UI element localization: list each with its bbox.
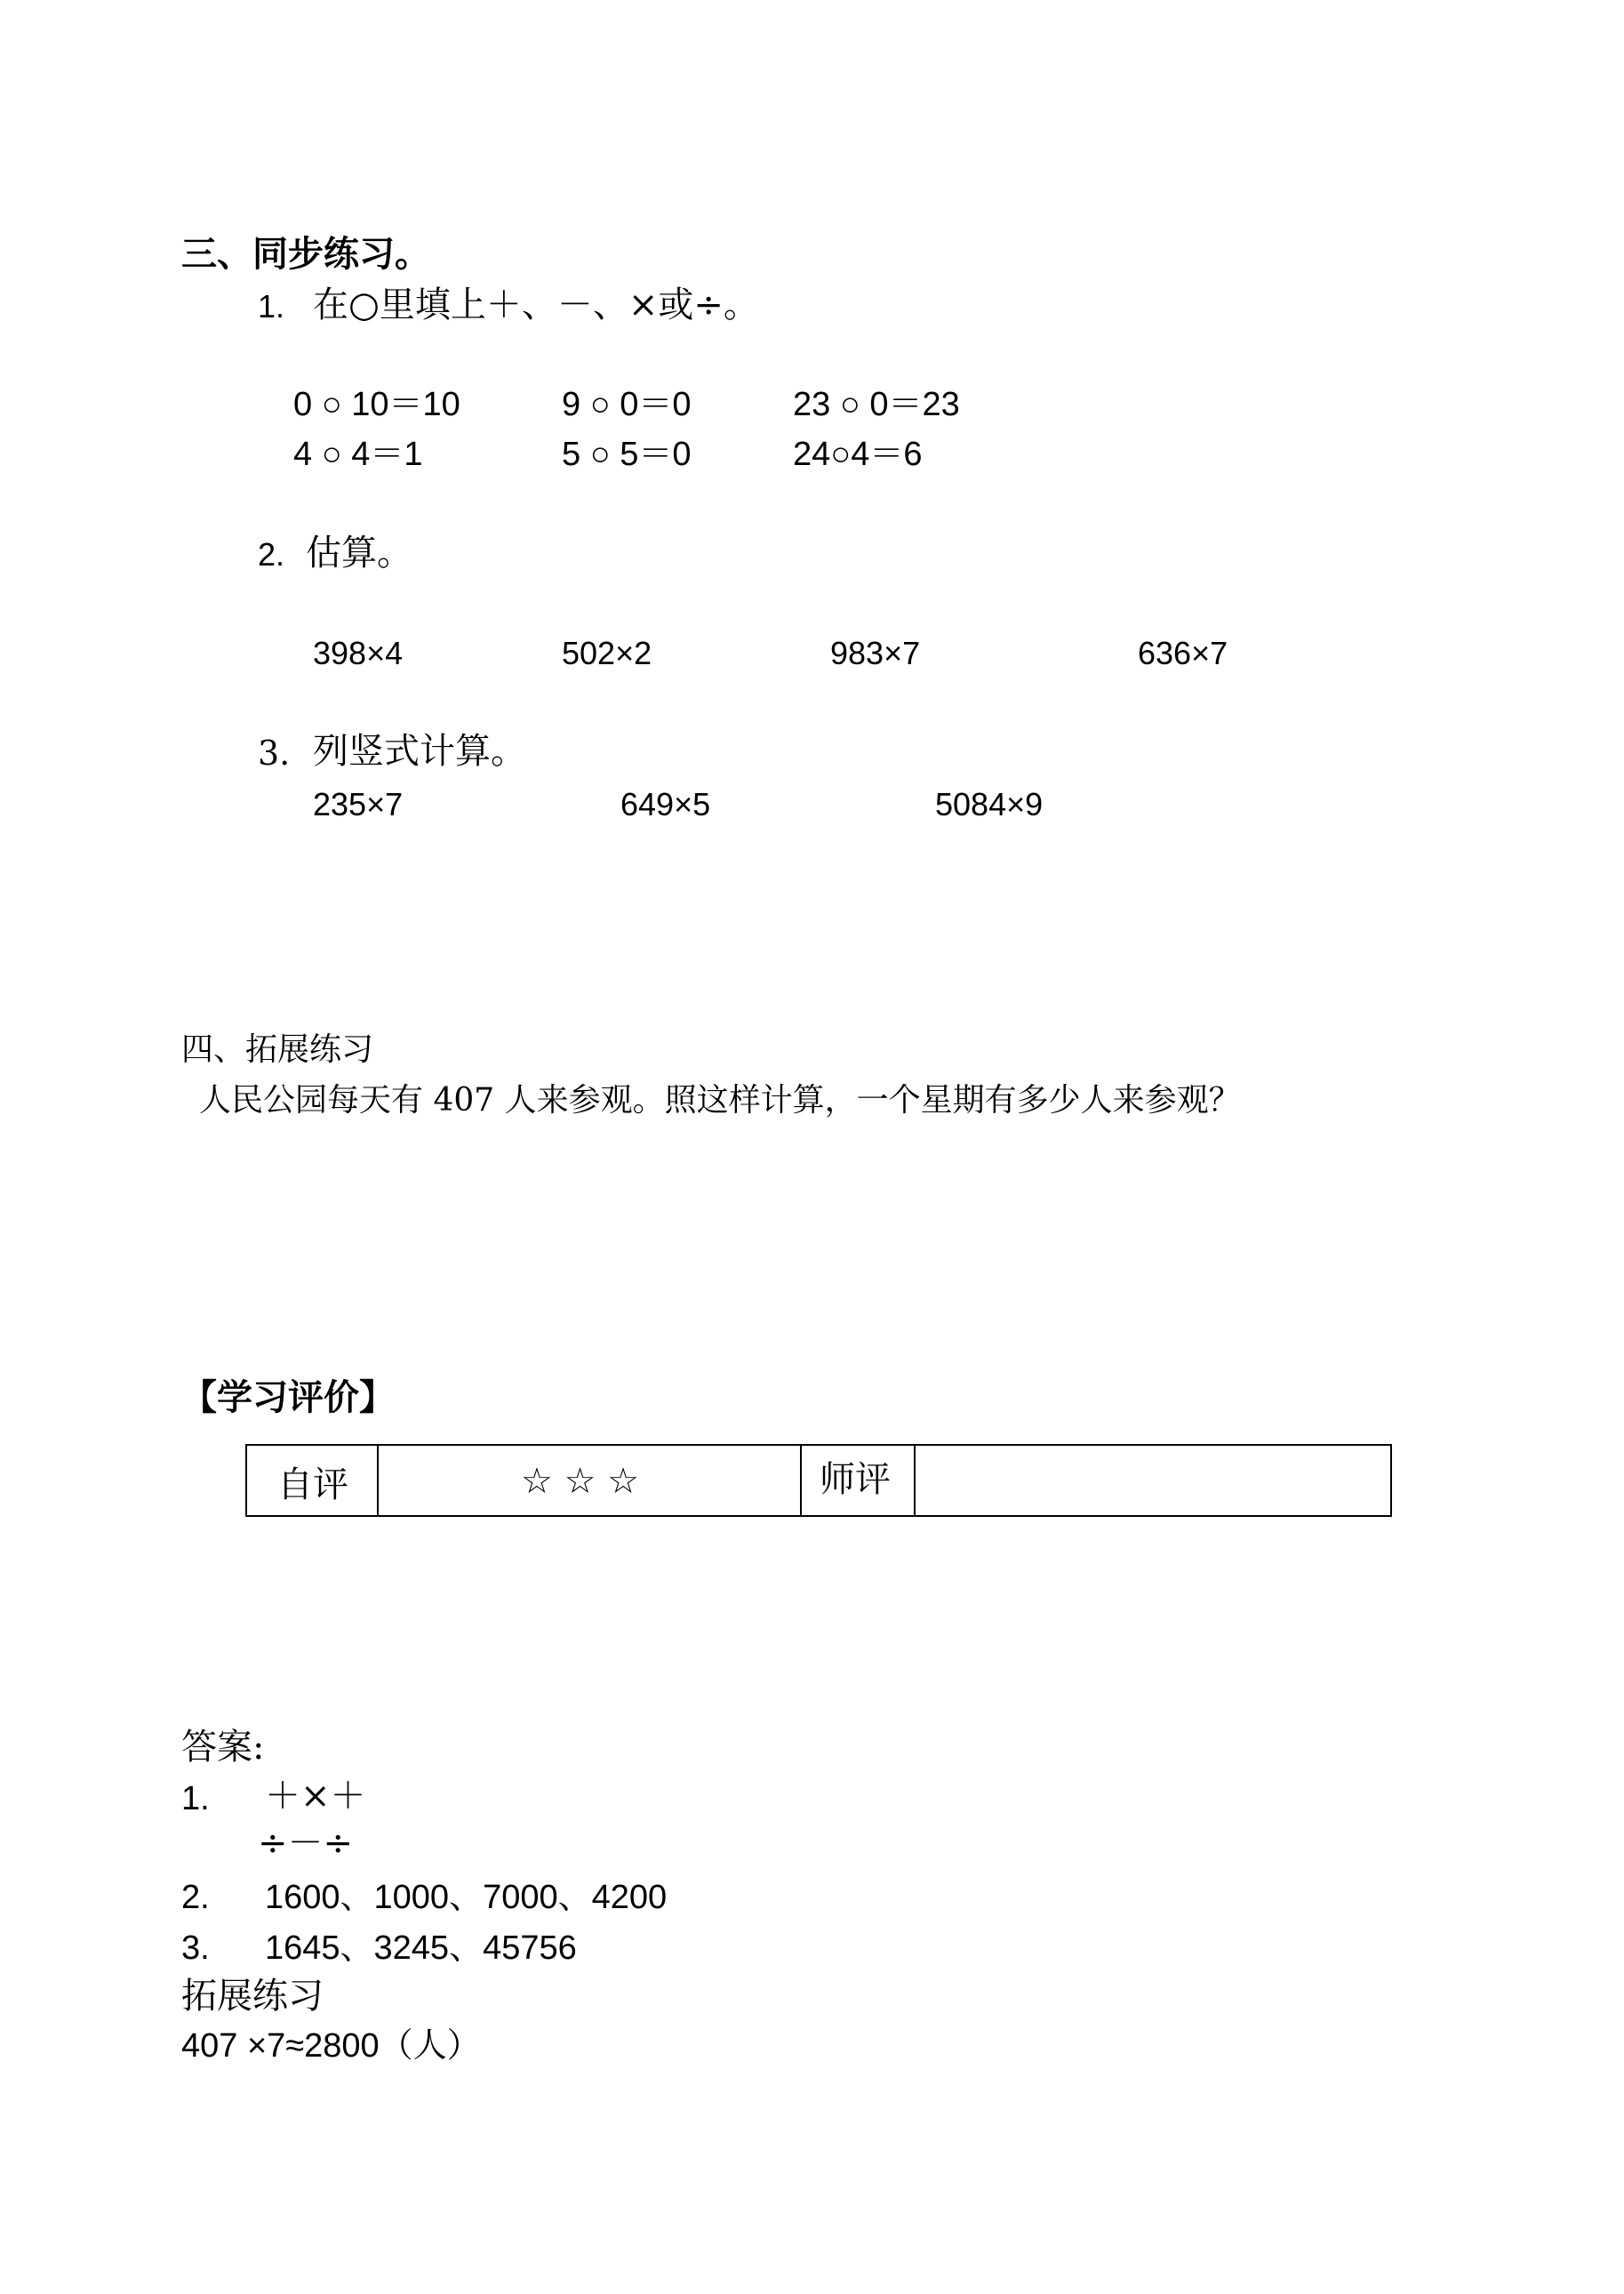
- q2-item: 502×2: [562, 635, 652, 671]
- evaluation-table: [245, 1444, 1392, 1517]
- extension-answer-value: 407 ×7≈2800（人）: [181, 2027, 481, 2065]
- answer-3-value: 1645、3245、45756: [265, 1929, 577, 1967]
- teacher-eval-label: 师评: [820, 1459, 891, 1500]
- q3-prompt: 列竖式计算。: [313, 731, 526, 772]
- self-eval-stars-cell: [379, 1446, 802, 1515]
- q2-item: 398×4: [313, 635, 404, 671]
- q1-equation: 24○4＝6: [793, 436, 923, 473]
- evaluation-title: 【学习评价】: [181, 1376, 395, 1418]
- teacher-eval-label-cell: [802, 1446, 916, 1515]
- q1-equation: 23 ○ 0＝23: [793, 386, 960, 423]
- q3-item: 649×5: [620, 786, 711, 822]
- q2-item: 983×7: [830, 635, 921, 671]
- answer-2-number: 2.: [181, 1879, 210, 1916]
- teacher-eval-value-cell: [916, 1446, 1390, 1515]
- q1-equation: 4 ○ 4＝1: [293, 436, 423, 473]
- answer-1-line-2: ÷－÷: [258, 1823, 354, 1864]
- section-3-title: 三、同步练习。: [181, 233, 430, 275]
- answers-title: 答案:: [181, 1727, 265, 1768]
- answer-1-number: 1.: [181, 1780, 210, 1817]
- section-4-title: 四、拓展练习: [181, 1031, 374, 1068]
- q2-number: 2.: [258, 536, 285, 573]
- answer-3-number: 3.: [181, 1929, 210, 1967]
- rating-stars: ☆ ☆ ☆: [521, 1461, 640, 1502]
- self-eval-label: 自评: [277, 1464, 348, 1505]
- q1-equation: 5 ○ 5＝0: [562, 436, 692, 473]
- q3-item: 5084×9: [935, 786, 1044, 822]
- q2-prompt: 估算。: [306, 533, 412, 574]
- answer-1-line-1: ＋×＋: [265, 1776, 366, 1817]
- q2-item: 636×7: [1138, 635, 1228, 671]
- extension-answer-title: 拓展练习: [181, 1976, 324, 2017]
- section-4-problem: 人民公园每天有 407 人来参观。照这样计算，一个星期有多少人来参观？: [199, 1082, 1241, 1119]
- q1-equation: 0 ○ 10＝10: [293, 386, 460, 423]
- q3-number: 3.: [258, 734, 291, 773]
- answer-2-value: 1600、1000、7000、4200: [265, 1879, 668, 1916]
- self-eval-label-cell: [247, 1446, 379, 1515]
- q3-item: 235×7: [313, 786, 404, 822]
- q1-prompt: 在○里填上＋、－、×或÷。: [313, 285, 759, 325]
- q1-number: 1.: [258, 288, 285, 325]
- q1-equation: 9 ○ 0＝0: [562, 386, 692, 423]
